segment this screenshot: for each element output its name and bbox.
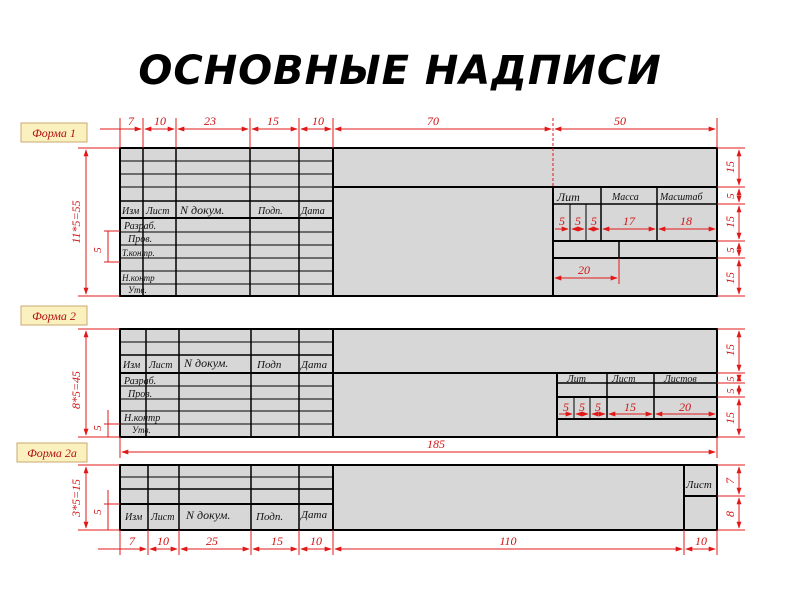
f2-dim-r5b: 5 xyxy=(726,388,737,394)
f2-dim-r5a: 5 xyxy=(726,376,737,382)
f2-list-label: Лист xyxy=(612,374,636,385)
form2-tag xyxy=(21,306,87,325)
f2a-dim-110: 110 xyxy=(499,534,517,548)
f1-dim-r15b: 15 xyxy=(723,216,737,228)
form2a-tag xyxy=(17,443,87,462)
f1-dim-23: 23 xyxy=(204,114,216,128)
f2a-dim-left-total: 3*5=15 xyxy=(69,478,83,518)
f2-col-podp: Подп xyxy=(257,359,282,371)
form1-tag-label: Форма 1 xyxy=(32,126,76,140)
f1-dim-15: 15 xyxy=(267,114,279,128)
f1-dim-10b: 10 xyxy=(312,114,324,128)
f2-dim-r15b: 15 xyxy=(723,412,737,424)
f2-row-nkontr: Н.контр xyxy=(124,413,161,424)
f1-row-prov: Пров. xyxy=(128,234,153,245)
f1-col-podp: Подп. xyxy=(258,206,283,217)
f1-dim-r15c: 15 xyxy=(723,272,737,284)
f2-dim-left-5: 5 xyxy=(92,425,104,431)
f1-row-razrab: Разраб. xyxy=(124,221,157,232)
f2-row-razrab: Разраб. xyxy=(124,376,157,387)
f2-dim-i5b: 5 xyxy=(579,400,585,414)
f2a-dim-10c: 10 xyxy=(695,534,707,548)
f2-col-izm: Изм xyxy=(123,360,141,371)
f2-dim-i5a: 5 xyxy=(563,400,569,414)
f2a-col-list: Лист xyxy=(151,512,175,523)
f1-dim-i5b: 5 xyxy=(575,214,581,228)
form1-tag xyxy=(21,123,87,142)
f2-dim-total: 185 xyxy=(427,437,445,451)
f1-col-ndoc: N докум. xyxy=(180,203,225,217)
f1-lit-label: Лит xyxy=(557,190,580,204)
f1-massa-label: Масса xyxy=(612,192,639,203)
f1-dim-left-total: 11*5=55 xyxy=(69,200,83,244)
f1-dim-i5c: 5 xyxy=(591,214,597,228)
f1-dim-50: 50 xyxy=(614,114,626,128)
f2-dim-i20: 20 xyxy=(679,400,691,414)
f1-row-tkontr: Т.контр. xyxy=(122,248,155,258)
f1-col-data: Дата xyxy=(301,206,325,217)
form2a-tag-label: Форма 2а xyxy=(27,446,77,460)
f2a-dim-r7: 7 xyxy=(723,478,737,484)
f2a-col-ndoc: N докум. xyxy=(186,508,231,522)
f2-dim-i5c: 5 xyxy=(595,400,601,414)
f2a-col-data: Дата xyxy=(301,509,328,521)
f2a-dim-25: 25 xyxy=(206,534,218,548)
f1-dim-10: 10 xyxy=(154,114,166,128)
f2-col-list: Лист xyxy=(149,360,173,371)
f2a-list-label: Лист xyxy=(686,479,712,491)
f1-col-list: Лист xyxy=(146,206,170,217)
f2a-col-izm: Изм xyxy=(125,512,143,523)
f2a-dim-10: 10 xyxy=(157,534,169,548)
slide-title: ОСНОВНЫЕ НАДПИСИ xyxy=(138,48,662,94)
f1-col-izm: Изм xyxy=(122,206,140,217)
f2a-col-podp: Подп. xyxy=(256,511,284,523)
f1-masshtab-label: Масштаб xyxy=(660,192,703,203)
f2a-dim-10b: 10 xyxy=(310,534,322,548)
f2-dim-i15: 15 xyxy=(624,400,636,414)
f2a-dim-r8: 8 xyxy=(723,511,737,517)
f1-dim-r5a: 5 xyxy=(725,193,737,199)
f2-col-ndoc: N докум. xyxy=(184,356,229,370)
f2-row-utv: Утв. xyxy=(132,425,151,435)
f2-row-prov: Пров. xyxy=(128,389,153,400)
f1-dim-i5a: 5 xyxy=(559,214,565,228)
f1-dim-i18: 18 xyxy=(680,214,692,228)
f1-dim-r15a: 15 xyxy=(723,161,737,173)
f1-dim-r5b: 5 xyxy=(725,247,737,253)
f1-row-utv: Утв. xyxy=(128,285,147,295)
f1-dim-i20: 20 xyxy=(578,263,590,277)
f1-dim-i17: 17 xyxy=(623,214,635,228)
f2a-dim-7: 7 xyxy=(129,534,135,548)
f2-dim-r15a: 15 xyxy=(723,344,737,356)
f2-col-data: Дата xyxy=(301,359,328,371)
f2a-dim-left-5: 5 xyxy=(92,509,104,515)
f2-listov-label: Листов xyxy=(664,374,697,385)
f2-lit-label: Лит xyxy=(567,374,586,385)
f1-row-nkontr: Н.контр xyxy=(122,273,155,283)
f1-dim-70: 70 xyxy=(427,114,439,128)
f2a-dim-15: 15 xyxy=(271,534,283,548)
f1-dim-7: 7 xyxy=(128,114,134,128)
f1-dim-left-5: 5 xyxy=(92,247,104,253)
form2-tag-label: Форма 2 xyxy=(32,309,76,323)
f2-dim-left-total: 8*5=45 xyxy=(69,370,83,410)
